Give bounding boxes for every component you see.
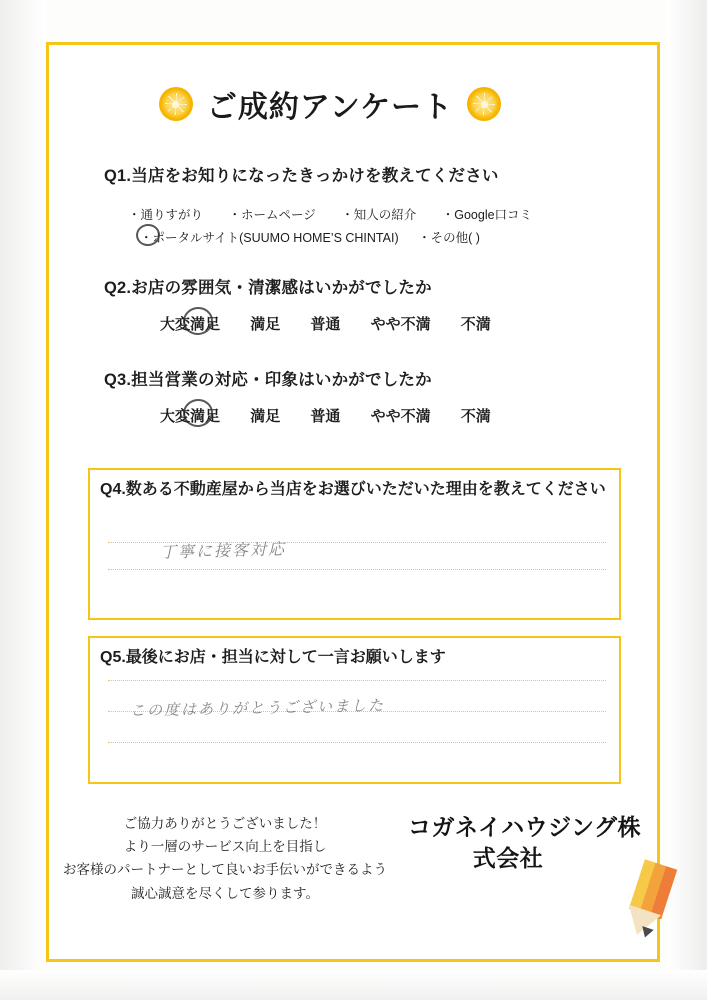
scan-edge-bottom: [0, 970, 707, 1000]
page-title: [135, 75, 525, 133]
company-name-line-2: 式会社: [472, 845, 544, 872]
pencil-icon: [620, 862, 682, 940]
question-2-scale: [160, 313, 517, 334]
scale-q3-1[interactable]: 大変満足: [160, 408, 221, 425]
scale-q2-3[interactable]: 普通: [310, 316, 341, 333]
question-3-heading: Q3.担当営業の対応・印象はいかがでしたか: [104, 371, 432, 389]
scale-q2-5[interactable]: 不満: [460, 316, 491, 333]
question-5-answer: この度はありがとうございました: [129, 696, 386, 720]
page-title-text: ご成約アンケート: [206, 91, 454, 124]
option-q1-6[interactable]: ・その他( ): [418, 231, 480, 245]
question-4-heading: Q4.数ある不動産屋から当店をお選びいただいた理由を教えてください: [100, 481, 606, 498]
question-1-options-row-2: [140, 228, 496, 246]
company-name-line-1: コガネイハウジング株: [408, 814, 642, 840]
question-4-answer: 丁寧に接客対応: [159, 539, 287, 562]
scale-q2-2[interactable]: 満足: [250, 316, 281, 333]
scale-q3-3[interactable]: 普通: [310, 408, 341, 425]
option-q1-4[interactable]: ・Google口コミ: [441, 208, 533, 222]
question-3-scale: [160, 405, 517, 426]
footer-message-line-4: 誠心誠意を尽くして参ります。: [131, 885, 319, 901]
rule-line: [108, 742, 606, 743]
scan-edge-right: [667, 0, 707, 1000]
footer-message-line-3: お客様のパートナーとして良いお手伝いができるよう: [63, 862, 387, 878]
option-q1-1[interactable]: ・通りすがり: [128, 208, 204, 222]
scan-edge-left: [0, 0, 46, 1000]
option-q1-3[interactable]: ・知人の紹介: [341, 208, 417, 222]
scale-q3-4[interactable]: やや不満: [370, 408, 431, 425]
rule-line: [108, 569, 606, 570]
orange-slice-icon-left: [159, 87, 193, 121]
question-1-heading: Q1.当店をお知りになったきっかけを教えてください: [104, 167, 499, 185]
question-1-options-row-1: [128, 205, 554, 223]
scale-q2-4[interactable]: やや不満: [370, 316, 431, 333]
option-q1-5[interactable]: ・ポータルサイト(SUUMO HOME’S CHINTAI): [140, 231, 399, 245]
footer-message: [60, 812, 390, 905]
rule-line: [108, 680, 606, 681]
scale-q3-5[interactable]: 不満: [460, 408, 491, 425]
question-5-heading: Q5.最後にお店・担当に対して一言お願いします: [100, 649, 446, 666]
footer-message-line-1: ご協力ありがとうございました！: [123, 816, 327, 831]
footer-message-line-2: より一層のサービス向上を目指し: [123, 839, 327, 855]
option-q1-2[interactable]: ・ホームページ: [228, 208, 316, 222]
scale-q3-2[interactable]: 満足: [250, 408, 281, 425]
orange-slice-icon-right: [467, 87, 501, 121]
question-2-heading: Q2.お店の雰囲気・清潔感はいかがでしたか: [104, 279, 432, 297]
scale-q2-1[interactable]: 大変満足: [160, 316, 221, 333]
